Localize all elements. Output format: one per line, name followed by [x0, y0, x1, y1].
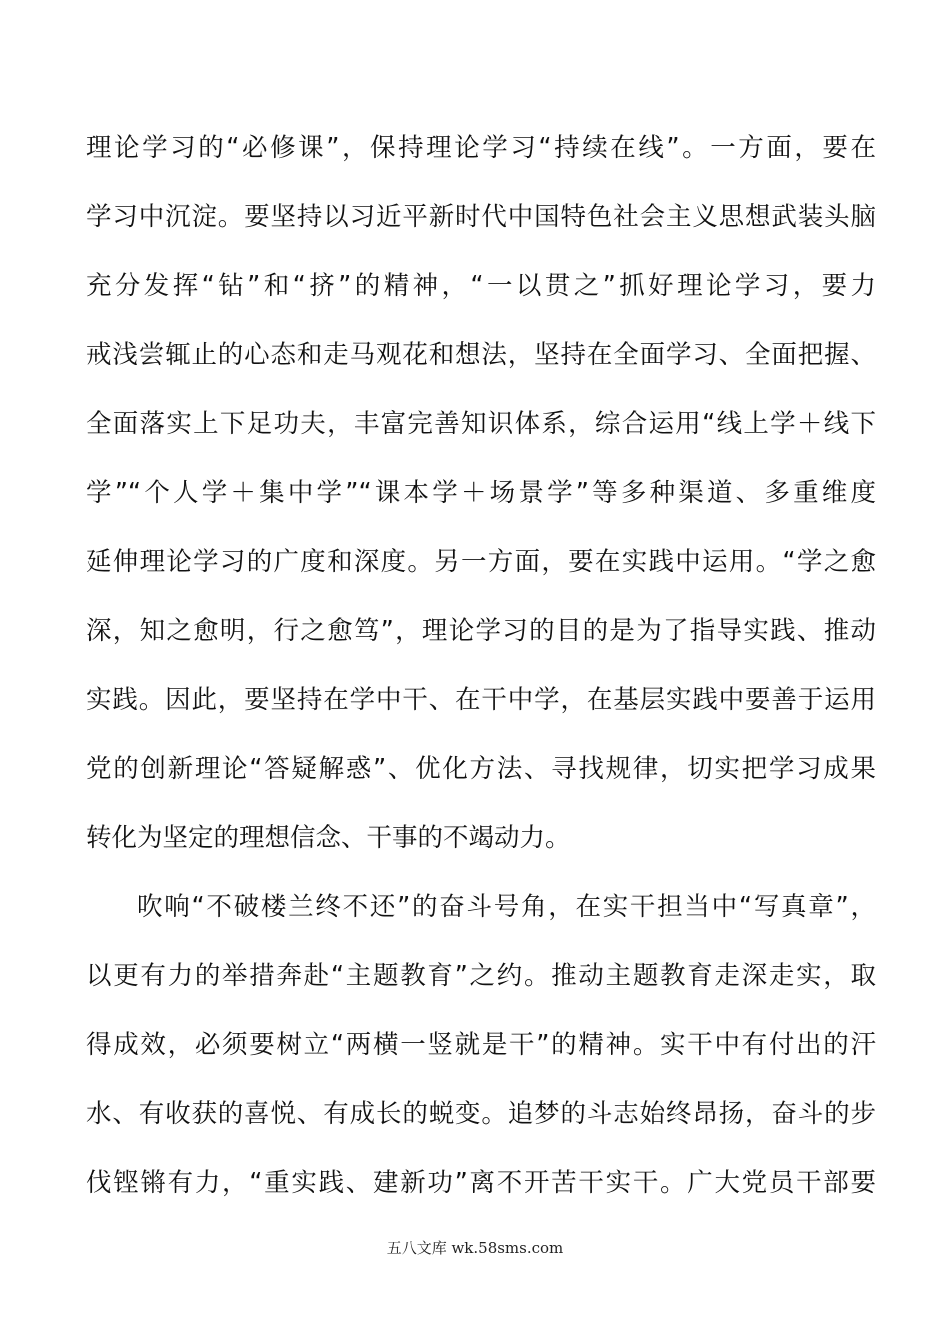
text-line-11: 转化为坚定的理想信念、干事的不竭动力。 [86, 823, 571, 853]
text-line-14: 得成效，必须要树立“两横一竖就是干”的精神。实干中有付出的汗 [86, 1030, 876, 1060]
text-line-9: 实践。因此，要坚持在学中干、在干中学，在基层实践中要善于运用 [86, 685, 876, 715]
text-line-10: 党的创新理论“答疑解惑”、优化方法、寻找规律，切实把学习成果 [86, 754, 876, 784]
text-line-7: 延伸理论学习的广度和深度。另一方面，要在实践中运用。“学之愈 [86, 547, 876, 577]
text-line-6: 学”“个人学＋集中学”“课本学＋场景学”等多种渠道、多重维度 [86, 478, 876, 508]
text-line-4: 戒浅尝辄止的心态和走马观花和想法，坚持在全面学习、全面把握、 [86, 340, 876, 370]
page-footer: 五八文库 wk.58sms.com [386, 1239, 564, 1257]
text-line-16: 伐铿锵有力，“重实践、建新功”离不开苦干实干。广大党员干部要 [86, 1168, 876, 1198]
text-line-3: 充分发挥“钻”和“挤”的精神，“一以贯之”抓好理论学习，要力 [86, 271, 876, 301]
text-line-5: 全面落实上下足功夫，丰富完善知识体系，综合运用“线上学＋线下 [86, 409, 876, 439]
text-line-8: 深，知之愈明，行之愈笃”，理论学习的目的是为了指导实践、推动 [86, 616, 876, 646]
text-line-12: 吹响“不破楼兰终不还”的奋斗号角，在实干担当中“写真章”， [137, 892, 876, 922]
text-line-1: 理论学习的“必修课”，保持理论学习“持续在线”。一方面，要在 [86, 133, 876, 163]
text-line-2: 学习中沉淀。要坚持以习近平新时代中国特色社会主义思想武装头脑 [86, 202, 876, 232]
text-line-15: 水、有收获的喜悦、有成长的蜕变。追梦的斗志始终昂扬，奋斗的步 [86, 1099, 876, 1129]
text-line-13: 以更有力的举措奔赴“主题教育”之约。推动主题教育走深走实，取 [86, 961, 876, 991]
